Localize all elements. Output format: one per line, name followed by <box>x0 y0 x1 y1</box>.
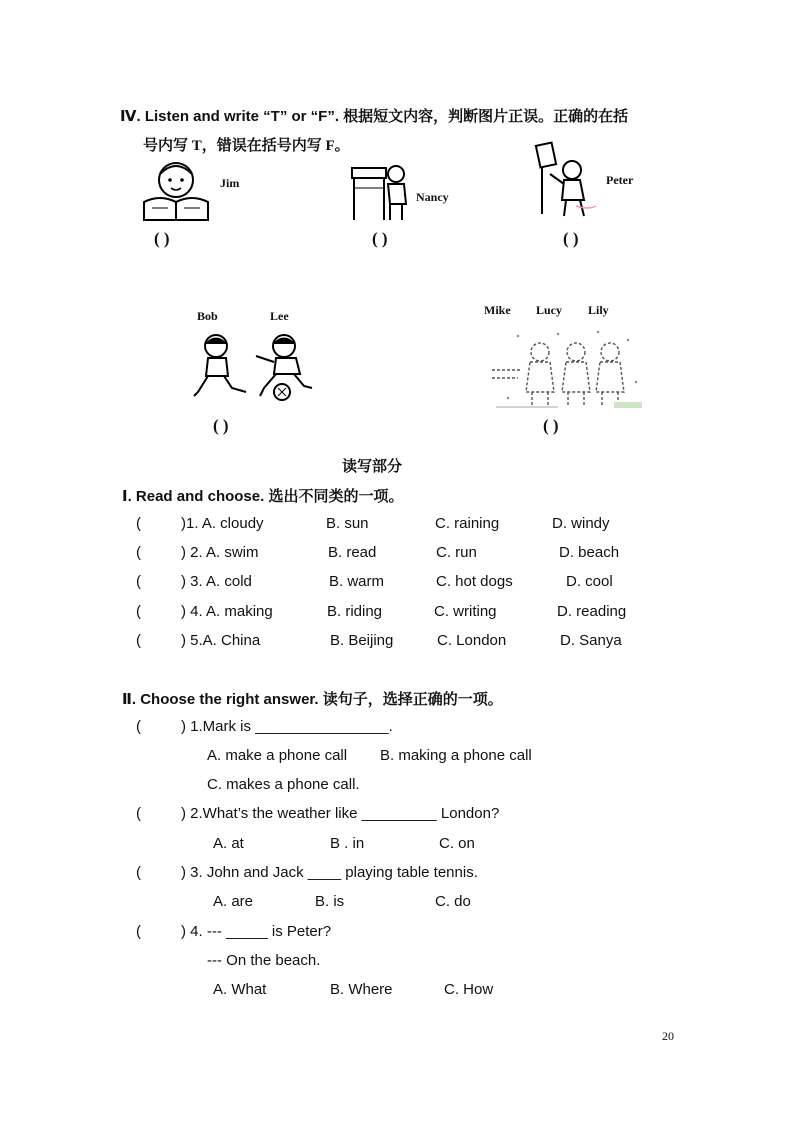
s1-row1-paren[interactable]: ( <box>136 515 141 532</box>
section1-title-cn: 选出不同类的一项。 <box>268 487 404 505</box>
s2-q3-paren[interactable]: ( <box>136 864 141 881</box>
section2-title-en: Ⅱ. Choose the right answer. <box>122 691 319 708</box>
name-bob: Bob <box>197 309 218 323</box>
s1-row5-d: D. Sanya <box>560 632 622 649</box>
s1-row2-b: B. read <box>328 544 377 561</box>
s1-row3-paren[interactable]: ( <box>136 573 141 590</box>
s2-q1-stem: ) 1.Mark is ________________. <box>181 718 393 735</box>
s1-row4-a: ) 4. A. making <box>181 603 273 620</box>
s2-q2-option-b: B . in <box>330 835 365 852</box>
s1-row4-d: D. reading <box>557 603 627 620</box>
s1-row1-c: C. raining <box>435 515 500 532</box>
s1-row2-a: ) 2. A. swim <box>181 544 259 561</box>
peter-picture <box>530 140 600 218</box>
read-write-heading: 读写部分 <box>342 457 403 475</box>
s1-row4-b: B. riding <box>327 603 383 620</box>
name-nancy: Nancy <box>416 190 449 204</box>
s2-q3-option-b: B. is <box>315 893 345 910</box>
section2-title-cn: 读句子，选择正确的一项。 <box>322 690 503 708</box>
s2-q2-paren[interactable]: ( <box>136 805 141 822</box>
answer-blank-bob-lee[interactable]: ( ) <box>213 416 229 435</box>
s1-row1-a: )1. A. cloudy <box>181 515 264 532</box>
s2-q1-paren[interactable]: ( <box>136 718 141 735</box>
name-lily: Lily <box>588 303 609 317</box>
s1-row3-d: D. cool <box>566 573 613 590</box>
bob-lee-football-picture <box>192 330 324 402</box>
page-number: 20 <box>662 1029 674 1043</box>
s1-row3-c: C. hot dogs <box>436 573 513 590</box>
s2-q2-stem: ) 2.What’s the weather like _________ London? <box>181 805 500 822</box>
s2-q4-option-c: C. How <box>444 981 494 998</box>
s2-q1-option-b: B. making a phone call <box>380 747 532 764</box>
s2-q1-option-a: A. make a phone call <box>207 747 348 764</box>
section1-title <box>122 485 403 506</box>
s1-row2-d: D. beach <box>559 544 620 561</box>
s2-q3-stem: ) 3. John and Jack ____ playing table tennis. <box>181 864 478 881</box>
s1-row1-b: B. sun <box>326 515 369 532</box>
name-lee: Lee <box>270 309 289 323</box>
section2-title <box>122 688 503 709</box>
mike-lucy-lily-picture <box>488 322 648 410</box>
s2-q4-reply: --- On the beach. <box>207 952 321 969</box>
s1-row4-paren[interactable]: ( <box>136 603 141 620</box>
answer-blank-nancy[interactable]: ( ) <box>372 229 388 248</box>
name-lucy: Lucy <box>536 303 563 317</box>
answer-blank-jim[interactable]: ( ) <box>154 229 170 248</box>
section4-title-line2: 号内写 T，错误在括号内写 F。 <box>143 138 350 154</box>
s1-row3-b: B. warm <box>329 573 385 590</box>
s2-q3-option-c: C. do <box>435 893 471 910</box>
s2-q3-option-a: A. are <box>213 893 254 910</box>
section4-title <box>120 105 628 126</box>
answer-blank-peter[interactable]: ( ) <box>563 229 579 248</box>
answer-blank-mike-lucy-lily[interactable]: ( ) <box>543 416 559 435</box>
s1-row2-c: C. run <box>436 544 477 561</box>
s2-q4-option-b: B. Where <box>330 981 393 998</box>
s2-q1-option-c: C. makes a phone call. <box>207 776 360 793</box>
s1-row5-a: ) 5.A. China <box>181 632 261 649</box>
section4-title-en: Ⅳ. Listen and write “T” or “F”. <box>120 108 339 125</box>
s1-row3-a: ) 3. A. cold <box>181 573 252 590</box>
s1-row1-d: D. windy <box>552 515 610 532</box>
s2-q4-paren[interactable]: ( <box>136 923 141 940</box>
name-mike: Mike <box>484 303 511 317</box>
s1-row5-c: C. London <box>437 632 507 649</box>
section1-title-en: Ⅰ. Read and choose. <box>122 488 265 505</box>
s2-q4-option-a: A. What <box>213 981 267 998</box>
s2-q4-stem: ) 4. --- _____ is Peter? <box>181 923 332 940</box>
name-jim: Jim <box>220 176 240 190</box>
s2-q2-option-c: C. on <box>439 835 475 852</box>
s1-row4-c: C. writing <box>434 603 497 620</box>
s1-row5-paren[interactable]: ( <box>136 632 141 649</box>
s1-row5-b: B. Beijing <box>330 632 394 649</box>
section4-title-cn: 根据短文内容，判断图片正误。正确的在括 <box>343 107 629 125</box>
name-peter: Peter <box>606 173 634 187</box>
s2-q2-option-a: A. at <box>213 835 244 852</box>
jim-reading-picture <box>140 156 212 224</box>
s1-row2-paren[interactable]: ( <box>136 544 141 561</box>
nancy-piano-picture <box>350 160 410 222</box>
